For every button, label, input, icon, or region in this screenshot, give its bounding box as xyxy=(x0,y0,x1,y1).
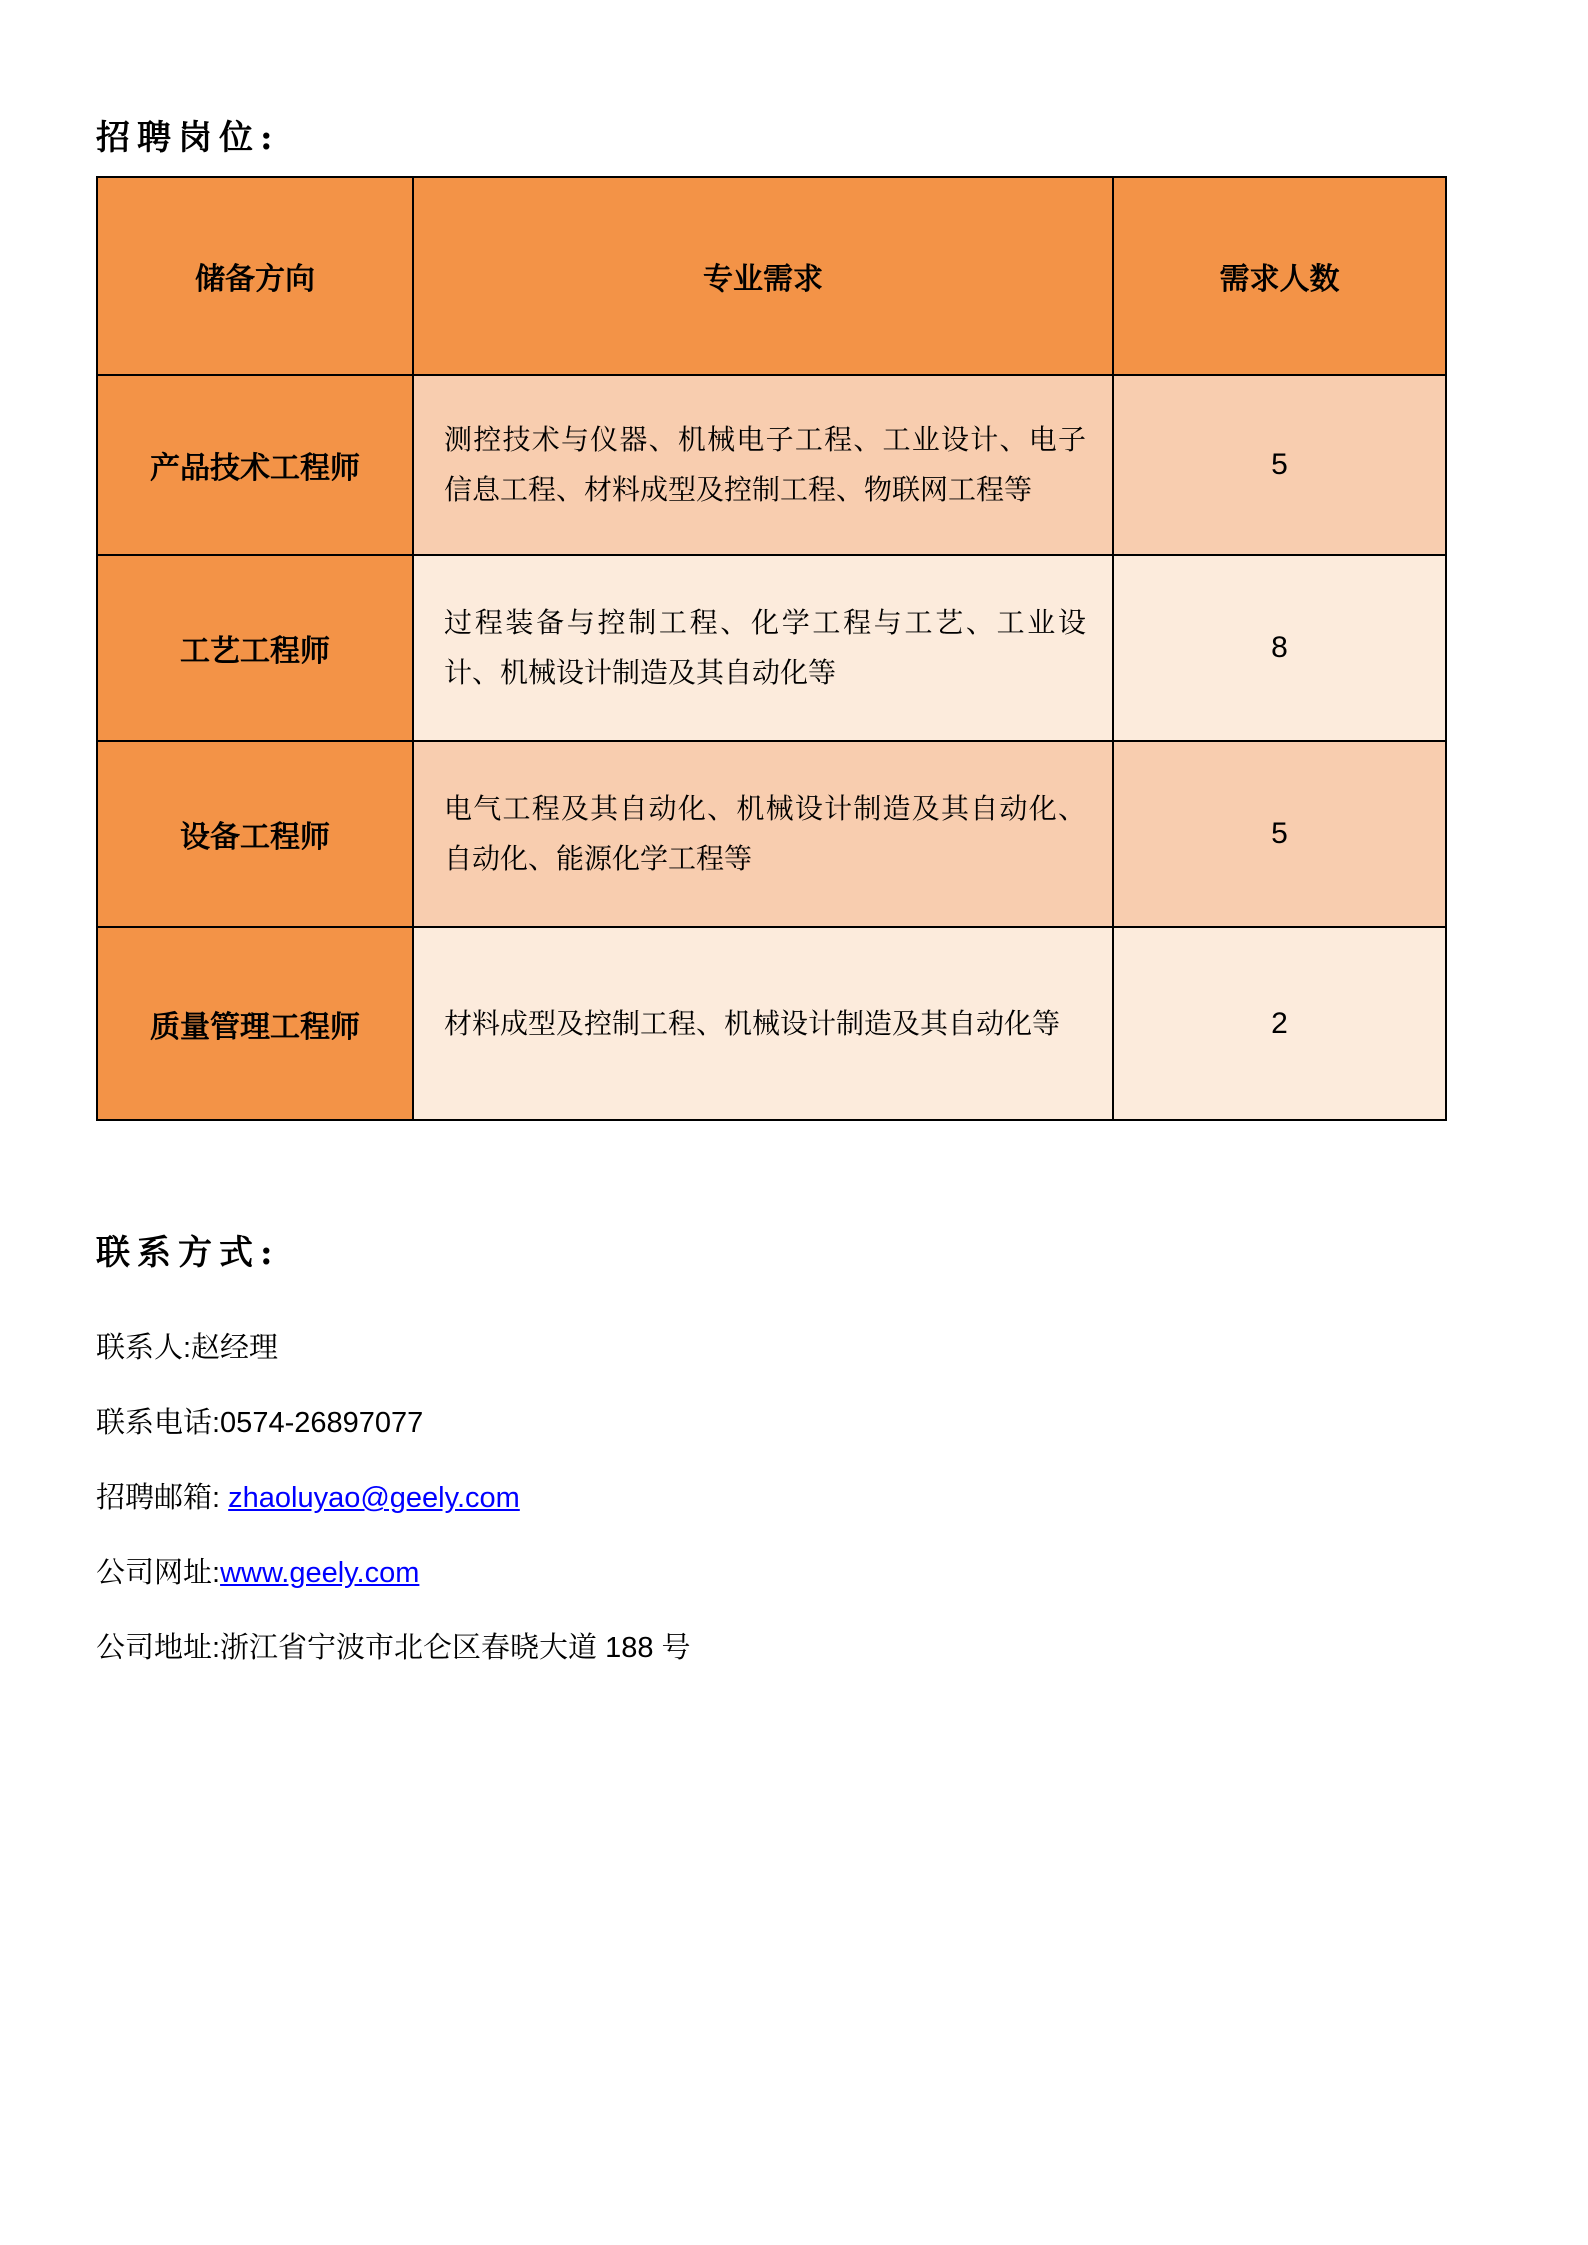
contact-address-line: 公司地址:浙江省宁波市北仑区春晓大道 188 号 xyxy=(96,1632,691,1664)
positions-section-title: 招聘岗位: xyxy=(96,118,280,158)
majors-cell: 电气工程及其自动化、机械设计制造及其自动化、自动化、能源化学工程等 xyxy=(413,741,1113,927)
table-row xyxy=(97,927,1446,1120)
contact-section-title: 联系方式: xyxy=(96,1233,280,1273)
count-cell: 8 xyxy=(1113,555,1446,741)
email-link[interactable]: zhaoluyao@geely.com xyxy=(228,1482,520,1514)
header-cell-count: 需求人数 xyxy=(1113,177,1446,375)
header-cell-direction: 储备方向 xyxy=(97,177,413,375)
majors-cell: 材料成型及控制工程、机械设计制造及其自动化等 xyxy=(413,927,1113,1120)
majors-cell: 过程装备与控制工程、化学工程与工艺、工业设计、机械设计制造及其自动化等 xyxy=(413,555,1113,741)
position-cell: 工艺工程师 xyxy=(97,555,413,741)
contact-person-line: 联系人:赵经理 xyxy=(96,1332,279,1364)
table-row xyxy=(97,741,1446,927)
table-row xyxy=(97,555,1446,741)
recruitment-table xyxy=(96,176,1447,1121)
position-cell: 设备工程师 xyxy=(97,741,413,927)
count-cell: 2 xyxy=(1113,927,1446,1120)
table-row xyxy=(97,375,1446,555)
position-cell: 产品技术工程师 xyxy=(97,375,413,555)
website-link[interactable]: www.geely.com xyxy=(220,1557,420,1589)
count-cell: 5 xyxy=(1113,741,1446,927)
count-cell: 5 xyxy=(1113,375,1446,555)
contact-email-label: 招聘邮箱: xyxy=(96,1482,229,1514)
header-cell-majors: 专业需求 xyxy=(413,177,1113,375)
contact-website-label: 公司网址: xyxy=(96,1557,221,1589)
contact-email-line xyxy=(96,1477,1588,1519)
contact-website-line xyxy=(96,1552,1588,1594)
contact-phone-line: 联系电话:0574-26897077 xyxy=(96,1407,424,1439)
table-header-row xyxy=(97,177,1446,375)
majors-cell: 测控技术与仪器、机械电子工程、工业设计、电子信息工程、材料成型及控制工程、物联网工程等 xyxy=(413,375,1113,555)
position-cell: 质量管理工程师 xyxy=(97,927,413,1120)
